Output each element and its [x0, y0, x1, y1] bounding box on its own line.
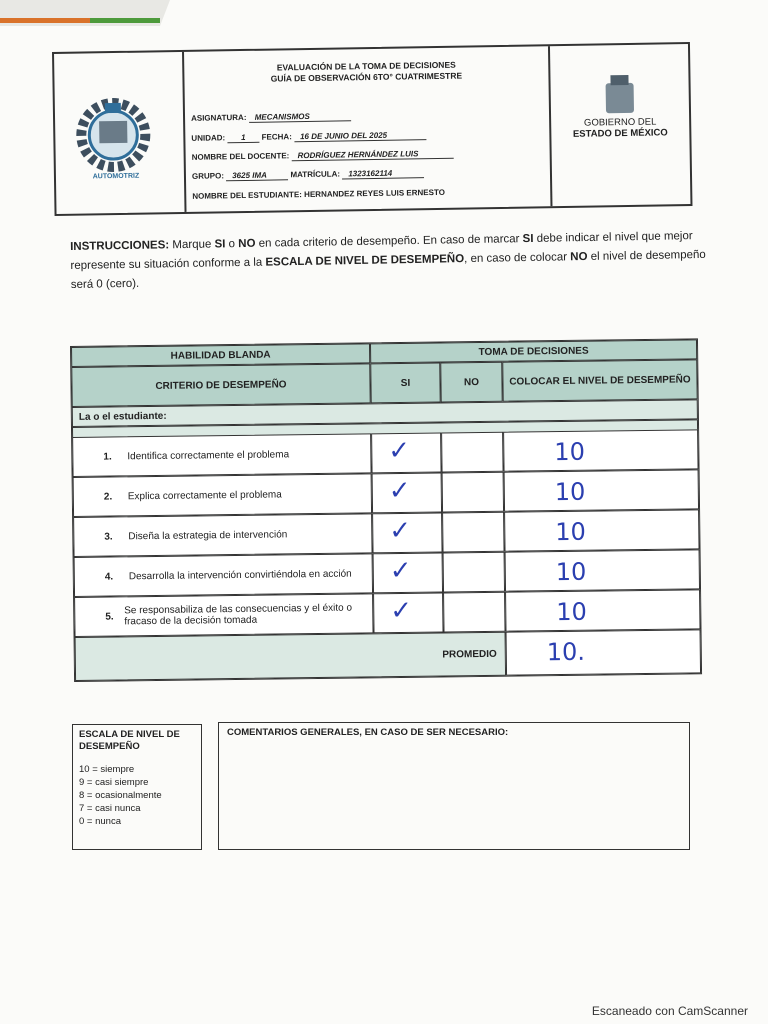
grupo-value: 3625 IMA — [226, 170, 288, 181]
scale-item: 8 = ocasionalmente — [79, 790, 162, 801]
scale-item: 10 = siempre — [79, 764, 135, 775]
asignatura-label: ASIGNATURA: — [190, 112, 247, 123]
level-value: 10 — [555, 557, 587, 587]
criterion-text: Se responsabiliza de las consecuencias y el éxito o fracaso de la decisión tomada — [124, 602, 353, 628]
scale-box — [72, 724, 202, 850]
header-info — [184, 46, 550, 212]
no-cell — [443, 552, 505, 593]
criterion-number: 4. — [104, 570, 114, 583]
instr-text-4: debe indicar el nivel que mejor represente su situación conforme a la — [70, 230, 693, 272]
instr-text-3: en cada criterio de desempeño. En caso de marcar — [255, 233, 523, 250]
docente-label: NOMBRE DEL DOCENTE: — [191, 151, 290, 162]
level-cell — [503, 429, 698, 471]
comments-label: COMENTARIOS GENERALES, EN CASO DE SER NECESARIO: — [227, 727, 509, 738]
si-cell — [372, 472, 442, 513]
toma-header: TOMA DE DECISIONES — [370, 339, 697, 363]
fecha-value: 16 DE JUNIO DEL 2025 — [294, 130, 426, 142]
estudiante-label: NOMBRE DEL ESTUDIANTE: — [192, 190, 302, 201]
criterio-header: CRITERIO DE DESEMPEÑO — [71, 363, 370, 407]
criterion-number: 2. — [103, 490, 113, 503]
check-mark: ✓ — [390, 595, 413, 627]
gov-line-2: ESTADO DE MÉXICO — [572, 127, 668, 140]
instructions-label: INSTRUCCIONES: — [70, 239, 170, 253]
estudiante-row — [192, 188, 445, 201]
docente-row — [192, 149, 454, 163]
table-row — [74, 593, 373, 637]
instr-no: NO — [238, 237, 256, 251]
fecha-label: FECHA: — [261, 132, 292, 142]
criterion-number: 1. — [103, 450, 112, 463]
check-mark: ✓ — [389, 555, 412, 587]
si-cell — [372, 512, 442, 553]
level-value: 10 — [554, 437, 586, 467]
evaluation-table — [70, 338, 702, 682]
subject-row: La o el estudiante: — [72, 399, 698, 427]
unidad-value: 1 — [227, 133, 259, 144]
matricula-label: MATRÍCULA: — [290, 169, 341, 180]
corner-stripe — [0, 0, 170, 26]
level-value: 10 — [555, 517, 587, 547]
table-row — [72, 433, 371, 477]
matricula-value: 1323162114 — [342, 168, 424, 179]
no-cell — [443, 592, 505, 633]
title-line-1: EVALUACIÓN DE LA TOMA DE DECISIONES — [276, 59, 456, 73]
header-box — [52, 42, 692, 216]
no-cell — [442, 472, 504, 513]
criterion-text: Diseña la estrategia de intervención — [128, 528, 288, 542]
scale-title: ESCALA DE NIVEL DE DESEMPEÑO — [79, 729, 180, 752]
title-line-2: GUÍA DE OBSERVACIÓN 6TO° CUATRIMESTRE — [270, 70, 463, 84]
scale-item: 0 = nunca — [79, 816, 121, 827]
camscanner-footer: Escaneado con CamScanner — [591, 1004, 748, 1018]
government-logo — [548, 44, 690, 206]
gov-text — [551, 116, 689, 140]
criterion-text: Desarrolla la intervención convirtiéndola en acción — [128, 568, 352, 582]
unidad-label: UNIDAD: — [191, 133, 226, 143]
check-mark: ✓ — [388, 435, 411, 467]
si-header: SI — [370, 362, 440, 403]
no-header: NO — [440, 362, 502, 403]
table-row — [73, 473, 372, 517]
gear-logo-icon — [54, 52, 184, 214]
table-row — [74, 553, 373, 597]
instr-text-2: o — [225, 238, 239, 251]
criterion-number: 3. — [104, 530, 113, 543]
si-cell — [371, 432, 441, 473]
grupo-label: GRUPO: — [191, 171, 225, 181]
table-row — [73, 513, 372, 557]
estudiante-value: HERNANDEZ REYES LUIS ERNESTO — [304, 187, 445, 200]
si-cell — [373, 592, 443, 633]
promedio-label: PROMEDIO — [75, 632, 507, 681]
asignatura-value: MECANISMOS — [249, 111, 351, 123]
criterion-text: Explica correctamente el problema — [127, 488, 282, 502]
check-mark: ✓ — [389, 515, 412, 547]
gov-line-1: GOBIERNO DEL — [583, 116, 657, 129]
instr-text-5: , en caso de colocar — [464, 251, 571, 266]
level-value: 10 — [556, 597, 588, 627]
docente-value: RODRÍGUEZ HERNÁNDEZ LUIS — [291, 149, 453, 162]
level-cell — [504, 469, 699, 511]
level-value: 10 — [554, 477, 586, 507]
asignatura-row — [191, 111, 351, 124]
check-mark: ✓ — [388, 475, 411, 507]
no-cell — [442, 512, 504, 553]
coat-of-arms-icon — [550, 44, 689, 116]
grupo-row — [192, 168, 424, 182]
logo-text: AUTOMOTRIZ — [92, 172, 140, 181]
criterion-text: Identifica correctamente el problema — [127, 448, 290, 462]
instr-no-2: NO — [570, 250, 588, 264]
scale-items — [79, 763, 195, 828]
level-cell — [504, 509, 699, 551]
scale-item: 9 = casi siempre — [79, 777, 149, 788]
instr-scale-name: ESCALA DE NIVEL DE DESEMPEÑO — [265, 253, 465, 269]
instr-text-6: el nivel de desempeño será 0 (cero). — [70, 248, 706, 291]
level-cell — [505, 549, 700, 591]
no-cell — [441, 432, 503, 473]
promedio-value: 10. — [546, 637, 586, 667]
school-logo — [54, 52, 186, 214]
nivel-header: COLOCAR EL NIVEL DE DESEMPEÑO — [502, 359, 697, 401]
scale-item: 7 = casi nunca — [79, 803, 141, 814]
level-cell — [505, 589, 700, 631]
unidad-fecha-row — [191, 130, 426, 144]
criterion-number: 5. — [105, 610, 114, 623]
instr-text-1: Marque — [169, 238, 215, 252]
doc-title — [184, 58, 548, 86]
instructions — [70, 227, 711, 295]
promedio-cell — [506, 629, 702, 675]
comments-box — [218, 722, 690, 850]
instr-si: SI — [214, 238, 226, 251]
si-cell — [373, 552, 443, 593]
instr-si-2: SI — [522, 232, 534, 246]
habilidad-header: HABILIDAD BLANDA — [71, 343, 370, 367]
